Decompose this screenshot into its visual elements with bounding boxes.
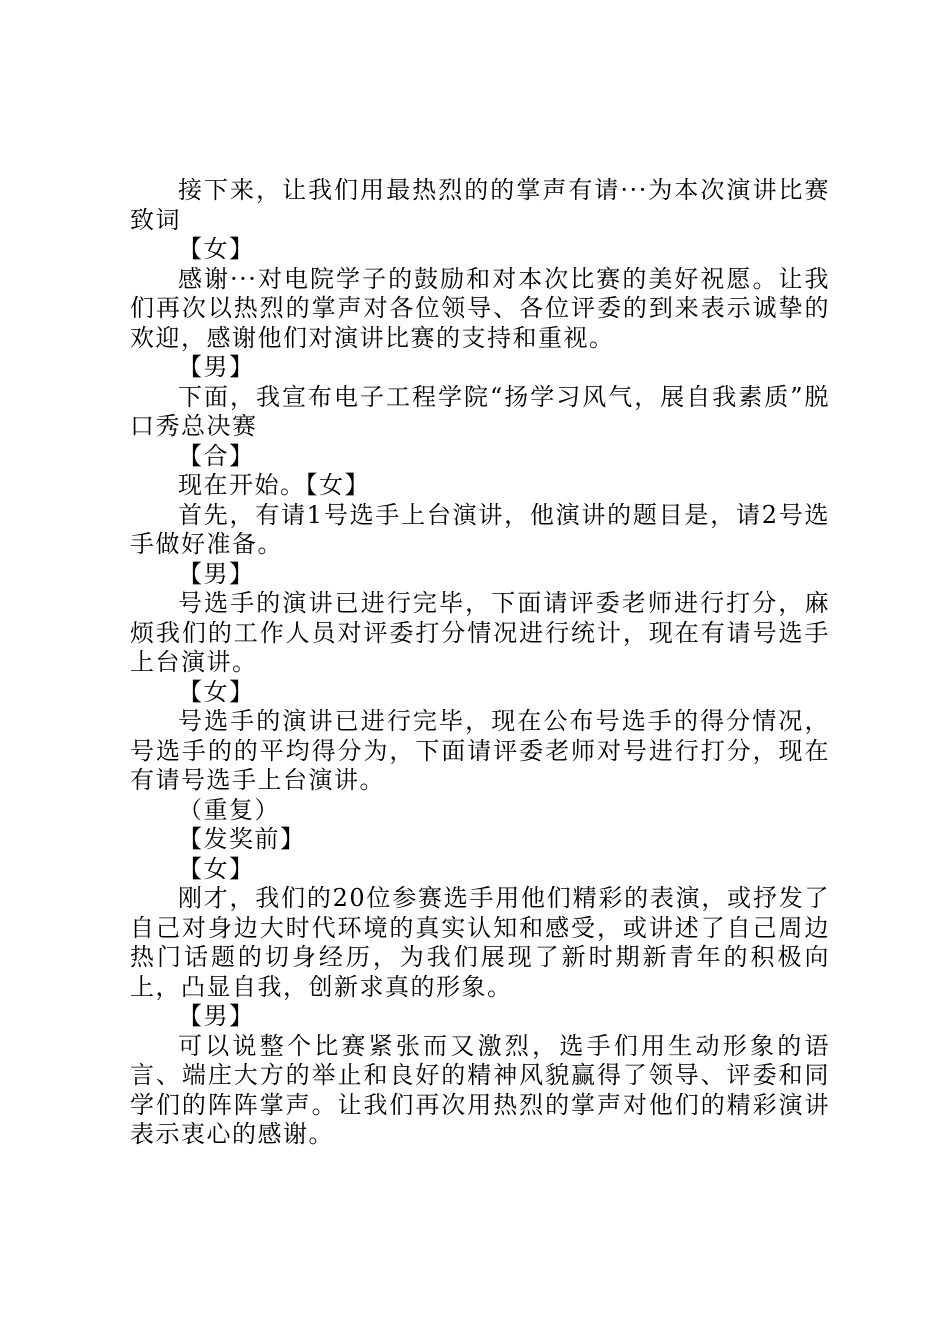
paragraph-invite-speech: 接下来，让我们用最热烈的的掌声有请···为本次演讲比赛致词 — [130, 176, 830, 234]
paragraph-thanks: 感谢···对电院学子的鼓励和对本次比赛的美好祝愿。让我们再次以热烈的掌声对各位领导、各位评委的到来表示诚挚的欢迎，感谢他们对演讲比赛的支持和重视。 — [130, 264, 830, 352]
speaker-label-together: 【合】 — [178, 441, 255, 470]
paragraph-start: 现在开始。【女】 — [178, 471, 370, 499]
paragraph-summary: 刚才，我们的20位参赛选手用他们精彩的表演，或抒发了自己对身边大时代环境的真实认知和感受，或讲述了自己周边热门话题的切身经历，为我们展现了新时期新青年的积极向上，凸显自我，创新求真的形象。 — [130, 884, 830, 1001]
paragraph-announce-final: 下面，我宣布电子工程学院“扬学习风气，展自我素质”脱口秀总决赛 — [130, 382, 830, 440]
speaker-label-male: 【男】 — [178, 559, 255, 588]
paragraph-scoring: 号选手的演讲已进行完毕，下面请评委老师进行打分，麻烦我们的工作人员对评委打分情况进行统计，现在有请号选手上台演讲。 — [130, 589, 830, 676]
speaker-label-female: 【女】 — [178, 235, 255, 263]
paragraph-closing-thanks: 可以说整个比赛紧张而又激烈，选手们用生动形象的语言、端庄大方的举止和良好的精神风貌赢得了领导、评委和同学们的阵阵掌声。让我们再次用热烈的掌声对他们的精彩演讲表示衷心的感谢。 — [130, 1031, 830, 1148]
speaker-label-male: 【男】 — [178, 353, 255, 381]
paragraph-score-announce: 号选手的演讲已进行完毕，现在公布号选手的得分情况，号选手的的平均得分为，下面请评委老师对号进行打分，现在有请号选手上台演讲。 — [130, 707, 830, 794]
paragraph-first-contestant: 首先，有请1号选手上台演讲，他演讲的题目是，请2号选手做好准备。 — [130, 500, 830, 558]
speaker-label-female: 【女】 — [178, 677, 255, 706]
speaker-label-female: 【女】 — [178, 854, 255, 883]
section-label-before-awards: 【发奖前】 — [178, 825, 306, 853]
speaker-label-male: 【男】 — [178, 1002, 255, 1030]
repeat-note: （重复） — [178, 795, 280, 824]
document-body — [130, 176, 830, 1150]
